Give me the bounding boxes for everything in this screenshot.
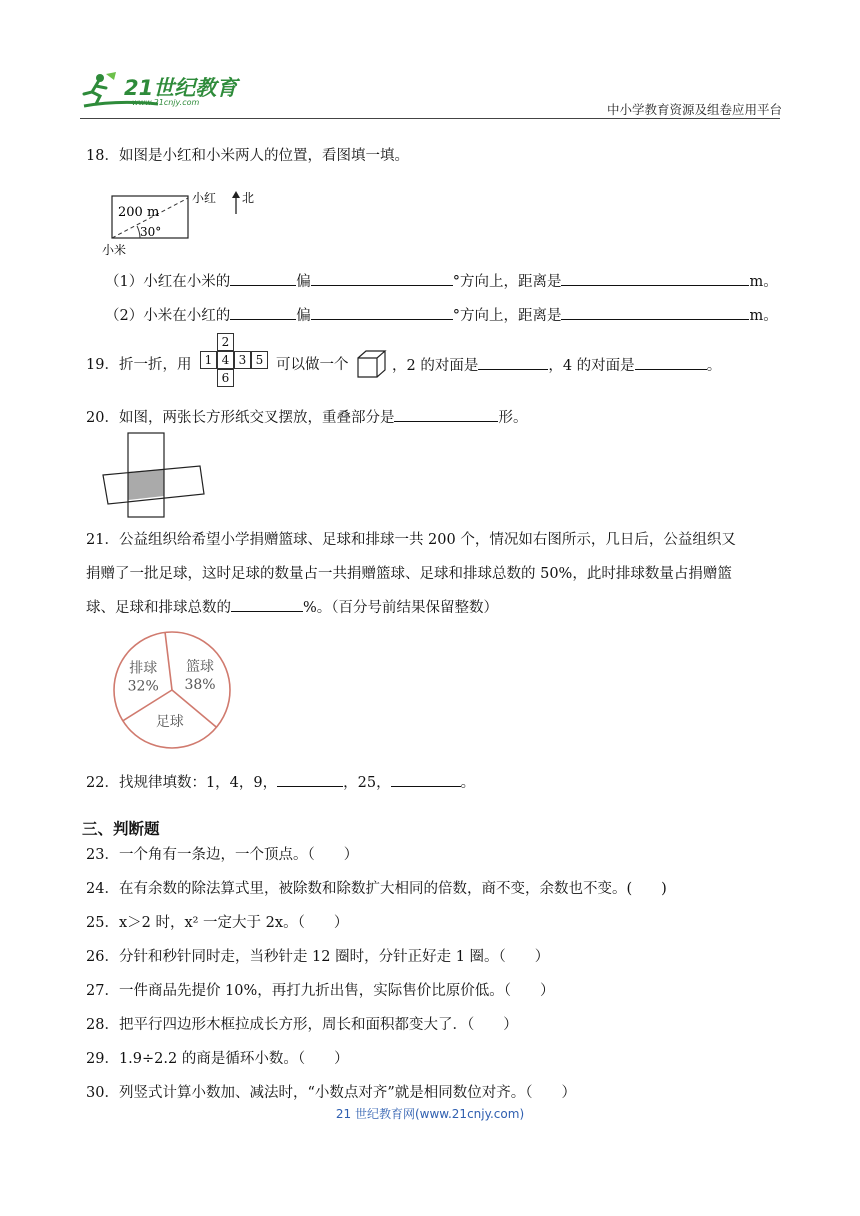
pie-category-label: 足球 (155, 713, 184, 730)
judge-question: 28．把平行四边形木框拉成长方形，周长和面积都变大了．（ ） (86, 1017, 518, 1033)
net-cell: 4 (217, 351, 234, 369)
net-cell: 6 (217, 369, 234, 387)
judge-question: 23．一个角有一条边，一个顶点。（ ） (86, 847, 359, 863)
net-cell: 3 (234, 351, 251, 369)
overlap-figure (100, 430, 210, 520)
judge-question: 27．一件商品先提价 10%，再打九折出售，实际售价比原价低。（ ） (86, 983, 555, 999)
answer-blank[interactable] (230, 305, 296, 320)
answer-blank[interactable] (311, 271, 453, 286)
question-21 (86, 523, 786, 625)
question-19-part-c: ，2 的对面是 ，4 的对面是 。 (392, 355, 721, 376)
figure-label-xiaohong: 小红 (192, 191, 217, 205)
question-19-part-a: 19．折一折，用 (86, 357, 192, 373)
answer-blank[interactable] (561, 305, 749, 320)
question-21-line2: 捐赠了一批足球，这时足球的数量占一共捐赠篮球、足球和排球总数的 50%，此时排球数量占捐赠篮 (86, 566, 732, 582)
answer-blank[interactable] (231, 597, 303, 612)
answer-blank[interactable] (391, 772, 461, 787)
question-18-part2: （2）小米在小红的 偏 °方向上，距离是 m。 (105, 305, 778, 326)
judge-question: 25．x＞2 时，x² 一定大于 2x。（ ） (86, 915, 349, 931)
question-22: 22．找规律填数：1，4，9， ，25， 。 (86, 772, 475, 793)
answer-blank[interactable] (635, 355, 707, 370)
page-footer: 21 世纪教育网(www.21cnjy.com) (335, 1107, 525, 1121)
cube-net (192, 333, 272, 393)
pie-category-label: 排球 (129, 660, 158, 677)
question-18-stem: 18．如图是小红和小米两人的位置，看图填一填。 (86, 148, 409, 164)
question-21-line3: 球、足球和排球总数的 %。（百分号前结果保留整数） (86, 591, 786, 625)
header-divider (80, 118, 780, 119)
answer-blank[interactable] (311, 305, 453, 320)
judge-question: 26．分针和秒针同时走，当秒针走 12 圈时，分针正好走 1 圈。（ ） (86, 949, 550, 965)
answer-blank[interactable] (478, 355, 548, 370)
net-cell: 5 (251, 351, 268, 369)
judge-question: 30．列竖式计算小数加、减法时，“小数点对齐”就是相同数位对齐。（ ） (86, 1085, 577, 1101)
cube-icon (355, 348, 389, 380)
answer-blank[interactable] (230, 271, 296, 286)
answer-blank[interactable] (561, 271, 749, 286)
logo-text: 21世纪教育 (124, 76, 238, 100)
figure-north: 北 (242, 191, 255, 205)
pie-category-label: 篮球 (186, 658, 215, 675)
net-cell: 2 (217, 333, 234, 351)
answer-blank[interactable] (277, 772, 343, 787)
net-cell: 1 (200, 351, 217, 369)
question-21-line1: 21．公益组织给希望小学捐赠篮球、足球和排球一共 200 个，情况如右图所示，几日后，公益组织又 (86, 532, 736, 548)
question-20: 20．如图，两张长方形纸交叉摆放，重叠部分是 形。 (86, 407, 527, 428)
question-19-part-b: 可以做一个 (276, 357, 349, 373)
judge-question: 24．在有余数的除法算式里，被除数和除数扩大相同的倍数，商不变，余数也不变。( ) (86, 881, 667, 897)
figure-label-xiaomi: 小米 (102, 243, 127, 257)
question-18-part1: （1）小红在小米的 偏 °方向上，距离是 m。 (105, 271, 778, 292)
figure-angle: 30° (140, 225, 162, 239)
site-logo (78, 70, 248, 112)
judge-question: 29．1.9÷2.2 的商是循环小数。（ ） (86, 1051, 349, 1067)
platform-title: 中小学教育资源及组卷应用平台 (606, 102, 782, 117)
pie-value-label: 32% (127, 678, 159, 695)
position-figure (100, 186, 270, 260)
figure-distance: 200 m (118, 205, 160, 220)
overlap-region (128, 469, 164, 500)
answer-blank[interactable] (394, 407, 498, 422)
pie-value-label: 38% (184, 676, 216, 693)
logo-url: www.21cnjy.com (132, 98, 200, 107)
section-heading: 三、判断题 (82, 820, 160, 838)
pie-chart (104, 628, 240, 754)
